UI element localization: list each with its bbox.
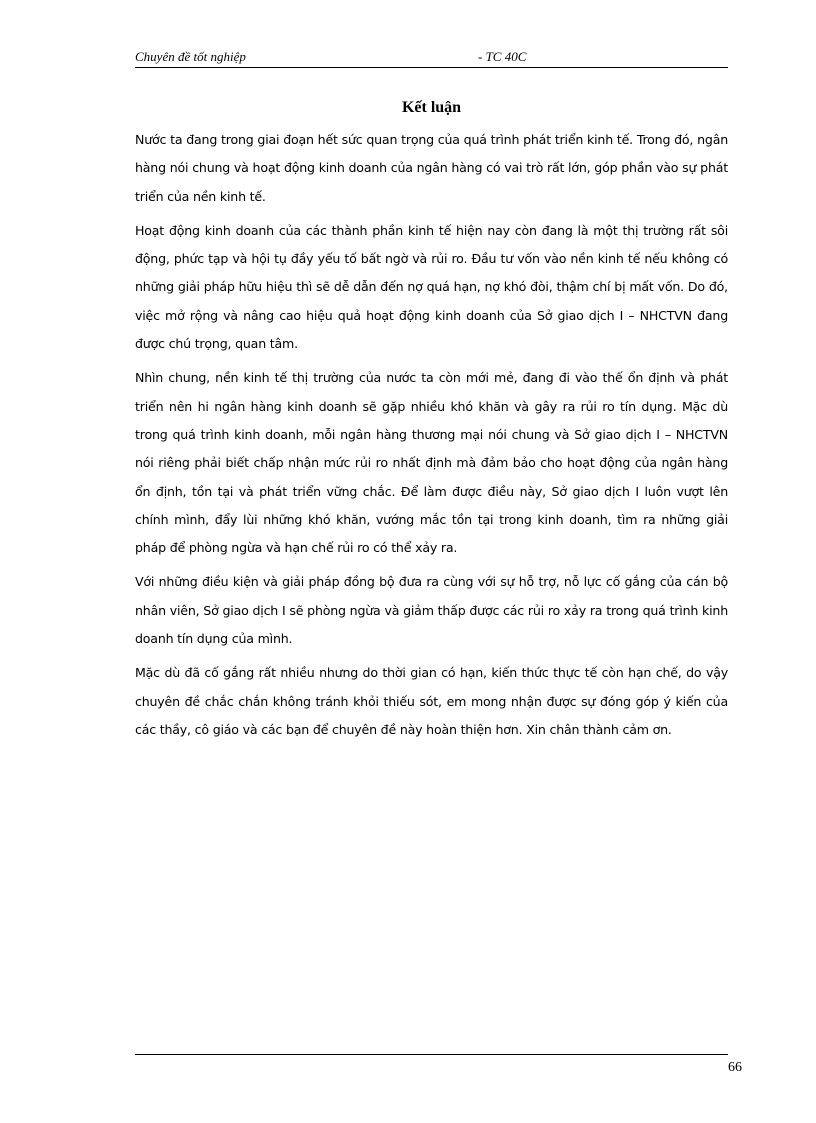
paragraph: Hoạt động kinh doanh của các thành phần kinh tế hiện nay còn đang là một thị trường rất sôi động, phức tạp và hội tụ đầy yếu tố bất ngờ và rủi ro. Đầu tư vốn vào nền kinh tế nếu không có những giải pháp hữu hiệu thì sẽ dễ dẫn đến nợ quá hạn, nợ khó đòi, thậm chí bị mất vốn. Do đó, việc mở rộng và nâng cao hiệu quả hoạt động kinh doanh của Sở giao dịch I – NHCTVN đang được chú trọng, quan tâm. bbox=[135, 222, 728, 352]
section-title: Kết luận bbox=[401, 99, 462, 116]
header-title: Chuyên đề tốt nghiệp bbox=[135, 49, 246, 64]
body-text bbox=[135, 126, 728, 750]
footer-divider bbox=[135, 1054, 728, 1055]
paragraph: Nhìn chung, nền kinh tế thị trường của nước ta còn mới mẻ, đang đi vào thế ổn định và phát triển nên hi ngân hàng kinh doanh sẽ gặp nhiều khó khăn và gây ra rủi ro tín dụng. Mặc dù trong quá trình kinh doanh, mỗi ngân hàng thương mại nói chung và Sở giao dịch I – NHCTVN nói riêng phải biết chấp nhận mức rủi ro nhất định mà đảm bảo cho hoạt động của ngân hàng ổn định, tồn tại và phát triển vững chắc. Để làm được điều này, Sở giao dịch I luôn vượt lên chính mình, đẩy lùi những khó khăn, vướng mắc tồn tại trong kinh doanh, tìm ra những giải pháp để phòng ngừa và hạn chế rủi ro có thể xảy ra. bbox=[135, 370, 728, 556]
page-number: 66 bbox=[728, 1060, 742, 1075]
paragraph: Mặc dù đã cố gắng rất nhiều nhưng do thời gian có hạn, kiến thức thực tế còn hạn chế, do vậy chuyên đề chắc chắn không tránh khỏi thiếu sót, em mong nhận được sự đóng góp ý kiến của các thầy, cô giáo và các bạn để chuyên đề này hoàn thiện hơn. Xin chân thành cảm ơn. bbox=[135, 665, 728, 737]
header-class-code: - TC 40C bbox=[478, 49, 527, 64]
page-header bbox=[135, 47, 728, 68]
paragraph: Với những điều kiện và giải pháp đồng bộ đưa ra cùng với sự hỗ trợ, nỗ lực cố gắng của cán bộ nhân viên, Sở giao dịch I sẽ phòng ngừa và giảm thấp được các rủi ro xảy ra trong quá trình kinh doanh tín dụng của mình. bbox=[135, 574, 728, 647]
paragraph: Nước ta đang trong giai đoạn hết sức quan trọng của quá trình phát triển kinh tế. Trong đó, ngân hàng nói chung và hoạt động kinh doanh của ngân hàng có vai trò rất lớn, góp phần vào sự phát triển của nền kinh tế. bbox=[135, 132, 728, 204]
